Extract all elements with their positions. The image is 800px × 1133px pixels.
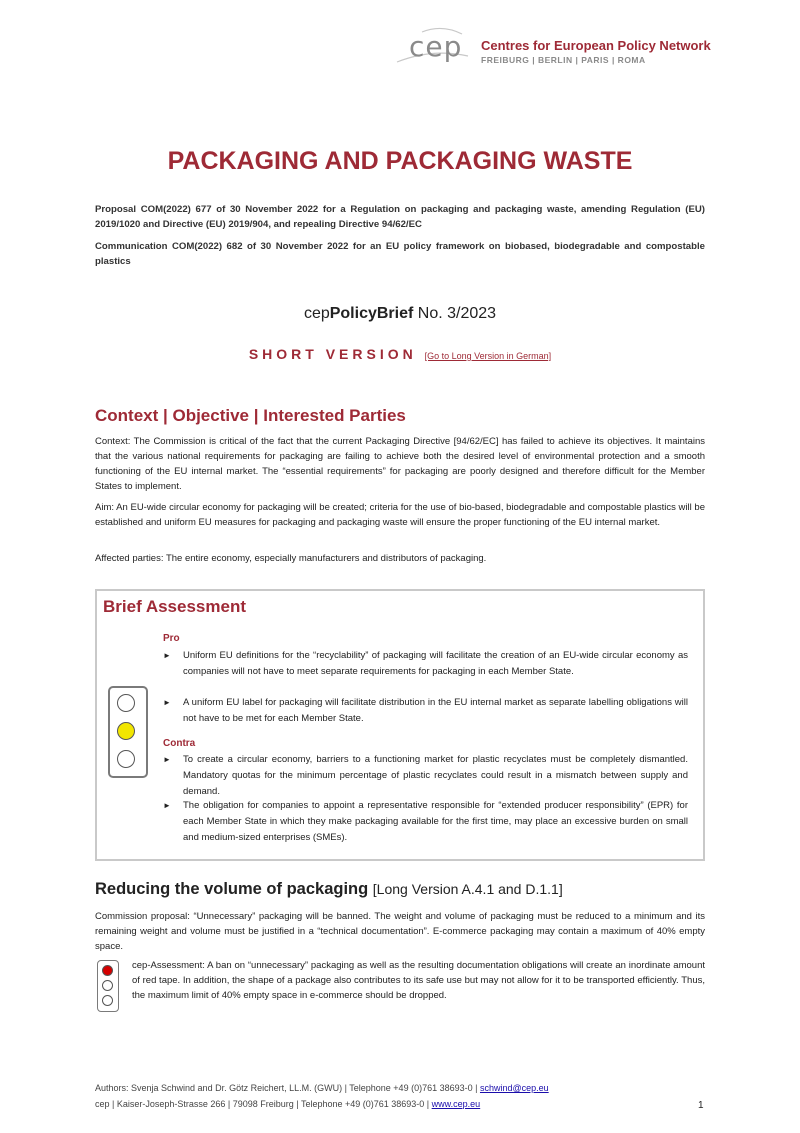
commission-proposal-paragraph: Commission proposal: “Unnecessary” packaging will be banned. The weight and volume of packaging must be reduced to a minimum and its remaining weight and volume must be justified in a “technical documentation”. E-commerce packaging may contain a maximum of 40% empty space.	[95, 911, 705, 952]
website-link[interactable]: www.cep.eu	[431, 1099, 481, 1109]
short-version-label: SHORT VERSION [Go to Long Version in German]	[248, 346, 552, 362]
pro-label: Pro	[163, 633, 180, 644]
policy-brief-number: cepPolicyBrief No. 3/2023	[303, 305, 497, 322]
bullet-arrow-icon: ►	[163, 801, 171, 810]
contra-item: ► To create a circular economy, barriers to a functioning market for plastic recyclates must be completely dismantled. Mandatory quotas for the minimum percentage of plastic recyclates could result in a mismatch between supply and demand.	[163, 752, 688, 800]
traffic-light-bottom	[117, 750, 135, 768]
proposal-reference: Proposal COM(2022) 677 of 30 November 2022 for a Regulation on packaging and packaging waste, amending Regulation (EU) 2019/1020 and Directive (EU) 2019/904, and repealing Directive 94/62/EC	[95, 204, 705, 230]
communication-reference: Communication COM(2022) 682 of 30 November 2022 for an EU policy framework on biobased, biodegradable and compostable plastics	[95, 241, 705, 267]
pro-item: ► A uniform EU label for packaging will facilitate distribution in the EU internal market as separate labelling obligations will not have to be met for each Member State.	[163, 695, 688, 727]
footer-address: cep | Kaiser-Joseph-Strasse 266 | 79098 Freiburg | Telephone +49 (0)761 38693-0 | www.cep.eu	[95, 1099, 481, 1109]
footer-authors: Authors: Svenja Schwind and Dr. Götz Reichert, LL.M. (GWU) | Telephone +49 (0)761 38693-0 | schwind@cep.eu	[95, 1083, 549, 1093]
traffic-light-top	[117, 694, 135, 712]
traffic-light-small-icon	[97, 960, 119, 1012]
reducing-heading: Reducing the volume of packaging [Long Version A.4.1 and D.1.1]	[95, 880, 563, 898]
traffic-light-small-middle	[102, 980, 113, 991]
org-cities: FREIBURG | BERLIN | PARIS | ROMA	[481, 55, 646, 65]
brief-assessment-heading: Brief Assessment	[103, 597, 246, 616]
context-heading: Context | Objective | Interested Parties	[95, 406, 406, 425]
org-name: Centres for European Policy Network	[481, 38, 711, 53]
pro-item: ► Uniform EU definitions for the “recyclability” of packaging will facilitate the creation of an EU-wide circular economy as companies will not have to meet separate requirements for packaging in each Member State.	[163, 648, 688, 680]
author-email-link[interactable]: schwind@cep.eu	[479, 1083, 549, 1093]
affected-parties-paragraph: Affected parties: The entire economy, especially manufacturers and distributors of packaging.	[95, 553, 487, 564]
bullet-arrow-icon: ►	[163, 698, 171, 707]
traffic-light-small-bottom	[102, 995, 113, 1006]
logo-wordmark: cep	[409, 30, 463, 63]
cep-assessment-paragraph: cep-Assessment: A ban on “unnecessary” packaging as well as the resulting documentation obligations will create an inordinate amount of red tape. In addition, the shape of a package also contributes to its safe use but may not allow for it to be transported efficiently. Thus, the maximum limit of 40% empty space in e-commerce should be dropped.	[132, 960, 705, 1001]
traffic-light-icon	[108, 686, 148, 778]
bullet-arrow-icon: ►	[163, 651, 171, 660]
context-paragraph: Context: The Commission is critical of the fact that the current Packaging Directive [94/62/EC] has failed to achieve its objectives. It maintains that the various national requirements for packaging are failing to achieve both the desired level of environmental protection and a smooth functioning of the EU internal market. The “essential requirements” for packaging are poorly designed and therefore difficult for the Member States to implement.	[95, 436, 705, 492]
traffic-light-middle	[117, 722, 135, 740]
aim-paragraph: Aim: An EU-wide circular economy for packaging will be created; criteria for the use of bio-based, biodegradable and compostable plastics will be established and uniform EU measures for packaging and packaging waste will ensure the proper functioning of the EU internal market.	[95, 502, 705, 528]
long-version-link[interactable]: [Go to Long Version in German]	[424, 351, 552, 361]
bullet-arrow-icon: ►	[163, 755, 171, 764]
contra-item: ► The obligation for companies to appoint a representative responsible for “extended producer responsibility” (EPR) for each Member State in which they make packaging available for the first time, may place an excessive burden on small and medium-sized enterprises (SMEs).	[163, 798, 688, 846]
page-title: PACKAGING AND PACKAGING WASTE	[167, 147, 633, 175]
page-number: 1	[698, 1100, 704, 1111]
traffic-light-small-top	[102, 965, 113, 976]
contra-label: Contra	[163, 738, 196, 749]
